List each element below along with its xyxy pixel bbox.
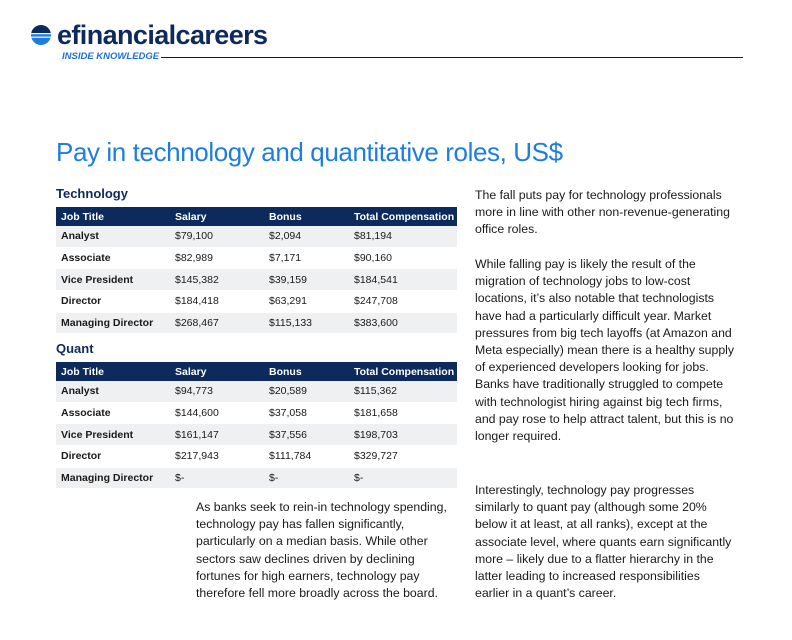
- bonus-cell: $37,058: [264, 402, 349, 424]
- bonus-cell: $39,159: [264, 269, 349, 291]
- body-paragraph-right-2: While falling pay is likely the result of the migration of technology jobs to low-cost locations, it’s also notable that technologists have had a particularly difficult year. Market pressures from big tech layoffs (at Amazon and Meta especially) mean there is a healthy supply of experienced developers looking for jobs. Banks have traditionally struggled to compete with technologist hiring against big tech firms, and pay rose to help attract talent, but this is no longer required.: [475, 257, 735, 444]
- column-header-job-title: Job Title: [56, 362, 170, 381]
- job-title-cell: Associate: [56, 247, 170, 269]
- bonus-cell: $7,171: [264, 247, 349, 269]
- salary-cell: $79,100: [170, 226, 264, 247]
- brand-tagline: INSIDE KNOWLEDGE: [62, 51, 160, 62]
- job-title-cell: Director: [56, 446, 170, 468]
- total-compensation-cell: $181,658: [349, 402, 457, 424]
- job-title-cell: Managing Director: [56, 312, 170, 334]
- job-title-cell: Vice President: [56, 269, 170, 291]
- job-title-cell: Managing Director: [56, 467, 170, 489]
- job-title-cell: Analyst: [56, 226, 170, 247]
- technology-pay-table: [56, 207, 457, 334]
- total-compensation-cell: $329,727: [349, 446, 457, 468]
- quant-section-title: Quant: [56, 341, 94, 356]
- total-compensation-cell: $383,600: [349, 312, 457, 334]
- table-row: [56, 269, 457, 291]
- table-header-row: [56, 362, 457, 381]
- quant-pay-table: [56, 362, 457, 489]
- bonus-cell: $111,784: [264, 446, 349, 468]
- total-compensation-cell: $198,703: [349, 424, 457, 446]
- bonus-cell: $115,133: [264, 312, 349, 334]
- bonus-cell: $-: [264, 467, 349, 489]
- brand-name: efinancialcareers: [57, 20, 268, 50]
- job-title-cell: Associate: [56, 402, 170, 424]
- total-compensation-cell: $115,362: [349, 381, 457, 402]
- table-row: [56, 381, 457, 402]
- technology-section-title: Technology: [56, 186, 128, 201]
- table-header-row: [56, 207, 457, 226]
- total-compensation-cell: $184,541: [349, 269, 457, 291]
- job-title-cell: Director: [56, 291, 170, 313]
- column-header-salary: Salary: [170, 207, 264, 226]
- total-compensation-cell: $81,194: [349, 226, 457, 247]
- column-header-bonus: Bonus: [264, 207, 349, 226]
- body-paragraph-right-1: The fall puts pay for technology professionals more in line with other non-revenue-generating office roles.: [475, 188, 730, 237]
- salary-cell: $145,382: [170, 269, 264, 291]
- table-row: [56, 291, 457, 313]
- body-paragraph-left: As banks seek to rein-in technology spending, technology pay has fallen significantly, particularly on a median basis. While other sectors saw declines driven by declining fortunes for high earners, technology pay therefore fell more broadly across the board.: [196, 500, 447, 601]
- salary-cell: $184,418: [170, 291, 264, 313]
- table-row: [56, 226, 457, 247]
- bonus-cell: $20,589: [264, 381, 349, 402]
- bonus-cell: $2,094: [264, 226, 349, 247]
- salary-cell: $82,989: [170, 247, 264, 269]
- column-header-salary: Salary: [170, 362, 264, 381]
- header-rule: [161, 57, 743, 58]
- column-header-bonus: Bonus: [264, 362, 349, 381]
- table-row: [56, 467, 457, 489]
- job-title-cell: Analyst: [56, 381, 170, 402]
- column-header-job-title: Job Title: [56, 207, 170, 226]
- column-header-total-compensation: Total Compensation: [349, 207, 457, 226]
- table-row: [56, 424, 457, 446]
- salary-cell: $144,600: [170, 402, 264, 424]
- salary-cell: $268,467: [170, 312, 264, 334]
- salary-cell: $217,943: [170, 446, 264, 468]
- page-title: Pay in technology and quantitative roles, US$: [56, 137, 563, 167]
- total-compensation-cell: $-: [349, 467, 457, 489]
- logo-mark-icon: [30, 24, 52, 46]
- salary-cell: $161,147: [170, 424, 264, 446]
- bonus-cell: $63,291: [264, 291, 349, 313]
- table-row: [56, 312, 457, 334]
- salary-cell: $94,773: [170, 381, 264, 402]
- table-row: [56, 446, 457, 468]
- salary-cell: $-: [170, 467, 264, 489]
- total-compensation-cell: $90,160: [349, 247, 457, 269]
- body-paragraph-right-3: Interestingly, technology pay progresses similarly to quant pay (although some 20% below it at least, at all ranks), except at the associate level, where quants earn significantly more – likely due to a flatter hierarchy in the latter leading to increased responsibilities earlier in a quant’s career.: [475, 483, 732, 601]
- table-row: [56, 247, 457, 269]
- bonus-cell: $37,556: [264, 424, 349, 446]
- total-compensation-cell: $247,708: [349, 291, 457, 313]
- brand-logo: [30, 22, 267, 48]
- column-header-total-compensation: Total Compensation: [349, 362, 457, 381]
- job-title-cell: Vice President: [56, 424, 170, 446]
- table-row: [56, 402, 457, 424]
